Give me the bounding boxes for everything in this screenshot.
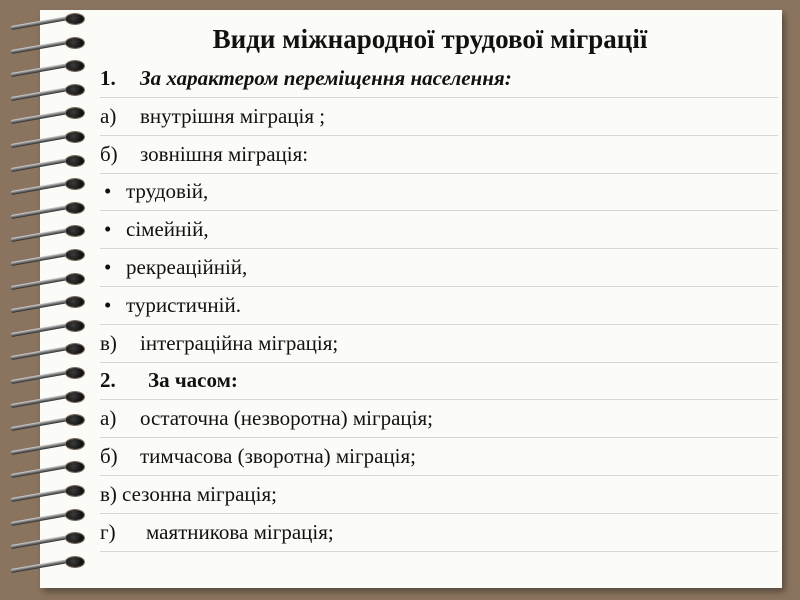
spiral-ring-icon	[10, 484, 88, 498]
spiral-ring-icon	[10, 413, 88, 427]
item-text: зовнішня міграція:	[140, 141, 309, 166]
spiral-binding	[0, 12, 90, 588]
item-text: остаточна (незворотна) міграція;	[140, 406, 433, 431]
spiral-ring-icon	[10, 295, 88, 309]
item-marker: 2.	[100, 368, 116, 393]
ruled-line	[100, 513, 778, 514]
spiral-ring-icon	[10, 130, 88, 144]
item-marker: г)	[100, 519, 116, 544]
ruled-line	[100, 135, 778, 136]
item-marker: б)	[100, 444, 118, 468]
ruled-line	[100, 210, 778, 211]
list-item	[100, 368, 780, 393]
list-item	[100, 179, 780, 204]
item-text: туристичній.	[126, 292, 241, 317]
spiral-ring-icon	[10, 460, 88, 474]
spiral-ring-icon	[10, 390, 88, 404]
spiral-ring-icon	[10, 508, 88, 522]
ruled-line	[100, 475, 778, 476]
item-text: сімейній,	[126, 217, 209, 242]
spiral-ring-icon	[10, 366, 88, 380]
list-item	[100, 444, 780, 469]
list-item	[100, 217, 780, 242]
item-text: тимчасова (зворотна) міграція;	[140, 444, 417, 468]
spiral-ring-icon	[10, 36, 88, 50]
spiral-ring-icon	[10, 437, 88, 451]
item-text: рекреаційній,	[126, 255, 248, 279]
list-item	[100, 104, 780, 129]
slide-title: Види міжнародної трудової міграції	[212, 24, 648, 54]
spiral-ring-icon	[10, 248, 88, 262]
item-marker: в)	[100, 481, 117, 506]
item-text: маятникова міграція;	[146, 519, 334, 544]
list-item	[100, 293, 780, 318]
list-item	[100, 142, 780, 167]
item-marker: а)	[100, 406, 117, 431]
item-text: За часом:	[148, 368, 238, 393]
item-text: трудовій,	[126, 179, 209, 204]
bullet-icon: •	[104, 255, 112, 279]
list-item	[100, 255, 780, 280]
ruled-line	[100, 362, 778, 363]
item-marker: а)	[100, 103, 117, 128]
item-marker: б)	[100, 141, 118, 166]
ruled-line	[100, 551, 778, 552]
spiral-ring-icon	[10, 154, 88, 168]
item-text: За характером переміщення населення:	[140, 66, 512, 90]
item-text: інтеграційна міграція;	[140, 330, 339, 355]
ruled-line	[100, 437, 778, 438]
spiral-ring-icon	[10, 319, 88, 333]
item-marker: в)	[100, 330, 117, 355]
list-item	[100, 482, 780, 507]
spiral-ring-icon	[10, 224, 88, 238]
spiral-ring-icon	[10, 83, 88, 97]
ruled-line	[100, 248, 778, 249]
bullet-icon: •	[104, 179, 112, 204]
spiral-ring-icon	[10, 59, 88, 73]
list-item	[100, 406, 780, 431]
spiral-ring-icon	[10, 106, 88, 120]
spiral-ring-icon	[10, 201, 88, 215]
spiral-ring-icon	[10, 531, 88, 545]
spiral-ring-icon	[10, 272, 88, 286]
item-text: сезонна міграція;	[122, 481, 277, 506]
bullet-icon: •	[104, 217, 112, 242]
list-item	[100, 66, 780, 91]
spiral-ring-icon	[10, 342, 88, 356]
ruled-line	[100, 286, 778, 287]
ruled-line	[100, 324, 778, 325]
list-item	[100, 520, 780, 545]
list-item	[100, 331, 780, 356]
spiral-ring-icon	[10, 555, 88, 569]
spiral-ring-icon	[10, 12, 88, 26]
ruled-line	[100, 173, 778, 174]
spiral-ring-icon	[10, 177, 88, 191]
item-text: внутрішня міграція ;	[140, 103, 326, 128]
item-marker: 1.	[100, 66, 116, 90]
bullet-icon: •	[104, 292, 112, 317]
ruled-line	[100, 399, 778, 400]
ruled-line	[100, 97, 778, 98]
